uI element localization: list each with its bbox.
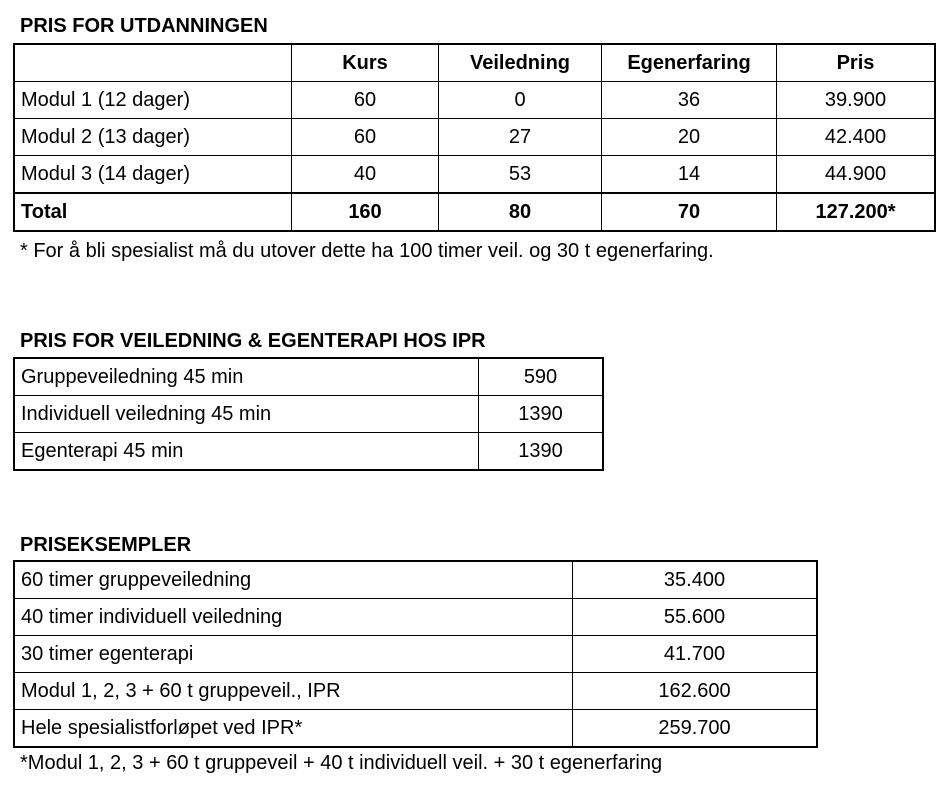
row-label: 30 timer egenterapi <box>15 636 573 673</box>
table-row <box>15 359 603 396</box>
cell-pris: 44.900 <box>777 156 935 194</box>
row-label: Modul 3 (14 dager) <box>15 156 292 194</box>
total-pris: 127.200* <box>777 193 935 231</box>
cell-egenerfaring: 20 <box>602 119 777 156</box>
total-kurs: 160 <box>292 193 439 231</box>
table-row <box>15 156 935 194</box>
table-row <box>15 433 603 470</box>
header-cell <box>15 45 292 82</box>
cell-egenerfaring: 14 <box>602 156 777 194</box>
table-row <box>15 562 817 599</box>
section3-footnote: *Modul 1, 2, 3 + 60 t gruppeveil + 40 t individuell veil. + 30 t egenerfaring <box>20 752 663 774</box>
cell-kurs: 60 <box>292 82 439 119</box>
supervision-price-table <box>14 358 603 470</box>
cell-pris: 42.400 <box>777 119 935 156</box>
education-price-table <box>14 44 935 231</box>
cell-veiledning: 27 <box>439 119 602 156</box>
header-veiledning: Veiledning <box>439 45 602 82</box>
header-egenerfaring: Egenerfaring <box>602 45 777 82</box>
cell-egenerfaring: 36 <box>602 82 777 119</box>
table-row <box>15 82 935 119</box>
row-label: 60 timer gruppeveiledning <box>15 562 573 599</box>
row-label: Gruppeveiledning 45 min <box>15 359 479 396</box>
cell-veiledning: 53 <box>439 156 602 194</box>
cell-kurs: 40 <box>292 156 439 194</box>
section1-footnote: * For å bli spesialist må du utover dette ha 100 timer veil. og 30 t egenerfaring. <box>20 240 714 262</box>
row-price: 162.600 <box>573 673 817 710</box>
row-price: 41.700 <box>573 636 817 673</box>
row-label: Individuell veiledning 45 min <box>15 396 479 433</box>
total-row <box>15 193 935 231</box>
row-label: Egenterapi 45 min <box>15 433 479 470</box>
table-row <box>15 119 935 156</box>
section1-title: PRIS FOR UTDANNINGEN <box>20 15 268 37</box>
table-row <box>15 396 603 433</box>
row-price: 259.700 <box>573 710 817 747</box>
header-kurs: Kurs <box>292 45 439 82</box>
table-row <box>15 673 817 710</box>
table-header-row <box>15 45 935 82</box>
section3-title: PRISEKSEMPLER <box>20 534 192 556</box>
table-row <box>15 599 817 636</box>
row-label: 40 timer individuell veiledning <box>15 599 573 636</box>
total-label: Total <box>15 193 292 231</box>
cell-veiledning: 0 <box>439 82 602 119</box>
row-label: Modul 1, 2, 3 + 60 t gruppeveil., IPR <box>15 673 573 710</box>
table-row <box>15 636 817 673</box>
table-row <box>15 710 817 747</box>
total-veiledning: 80 <box>439 193 602 231</box>
row-label: Hele spesialistforløpet ved IPR* <box>15 710 573 747</box>
row-price: 590 <box>479 359 603 396</box>
cell-pris: 39.900 <box>777 82 935 119</box>
row-price: 1390 <box>479 433 603 470</box>
header-pris: Pris <box>777 45 935 82</box>
row-price: 1390 <box>479 396 603 433</box>
row-label: Modul 2 (13 dager) <box>15 119 292 156</box>
price-examples-table <box>14 561 817 747</box>
row-label: Modul 1 (12 dager) <box>15 82 292 119</box>
cell-kurs: 60 <box>292 119 439 156</box>
section2-title: PRIS FOR VEILEDNING & EGENTERAPI HOS IPR <box>20 330 486 352</box>
row-price: 35.400 <box>573 562 817 599</box>
total-egenerfaring: 70 <box>602 193 777 231</box>
row-price: 55.600 <box>573 599 817 636</box>
